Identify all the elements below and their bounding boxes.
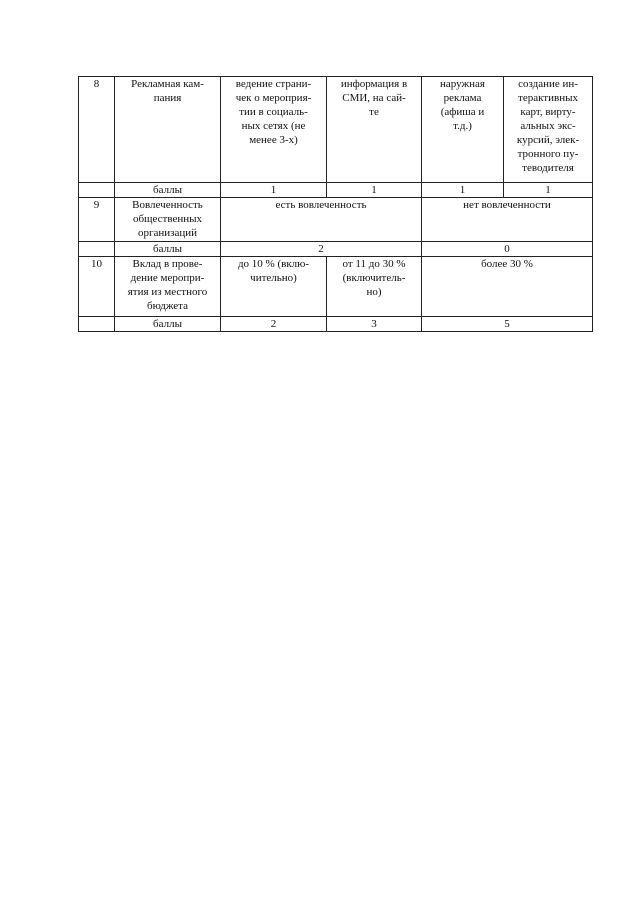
score-cell: 3 xyxy=(327,317,422,332)
option-cell: наружная реклама (афиша и т.д.) xyxy=(422,77,504,183)
score-cell: 1 xyxy=(504,183,593,198)
row-number xyxy=(79,242,115,257)
score-cell: 1 xyxy=(327,183,422,198)
option-cell: более 30 % xyxy=(422,257,593,317)
row-number: 8 xyxy=(79,77,115,183)
table-row xyxy=(79,77,593,183)
option-cell: информация в СМИ, на сай- те xyxy=(327,77,422,183)
score-cell: 0 xyxy=(422,242,593,257)
option-cell: нет вовлеченности xyxy=(422,198,593,242)
table-row xyxy=(79,257,593,317)
score-cell: 2 xyxy=(221,317,327,332)
criterion-name: Вклад в прове- дение меропри- ятия из местного бюджета xyxy=(115,257,221,317)
score-cell: 2 xyxy=(221,242,422,257)
row-number: 9 xyxy=(79,198,115,242)
option-cell: создание ин- терактивных карт, вирту- альных экс- курсий, элек- тронного пу- теводителя xyxy=(504,77,593,183)
option-cell: от 11 до 30 % (включитель- но) xyxy=(327,257,422,317)
option-cell: ведение страни- чек о мероприя- тии в социаль- ных сетях (не менее 3-х) xyxy=(221,77,327,183)
criterion-name: Рекламная кам- пания xyxy=(115,77,221,183)
table-row xyxy=(79,183,593,198)
table-row xyxy=(79,317,593,332)
option-cell: есть вовлеченность xyxy=(221,198,422,242)
table-row xyxy=(79,198,593,242)
criteria-table xyxy=(78,76,593,332)
score-cell: 1 xyxy=(221,183,327,198)
option-cell: до 10 % (вклю- чительно) xyxy=(221,257,327,317)
score-cell: 5 xyxy=(422,317,593,332)
criterion-name: Вовлеченность общественных организаций xyxy=(115,198,221,242)
score-label: баллы xyxy=(115,183,221,198)
row-number xyxy=(79,317,115,332)
table-row xyxy=(79,242,593,257)
row-number: 10 xyxy=(79,257,115,317)
score-cell: 1 xyxy=(422,183,504,198)
score-label: баллы xyxy=(115,242,221,257)
row-number xyxy=(79,183,115,198)
score-label: баллы xyxy=(115,317,221,332)
